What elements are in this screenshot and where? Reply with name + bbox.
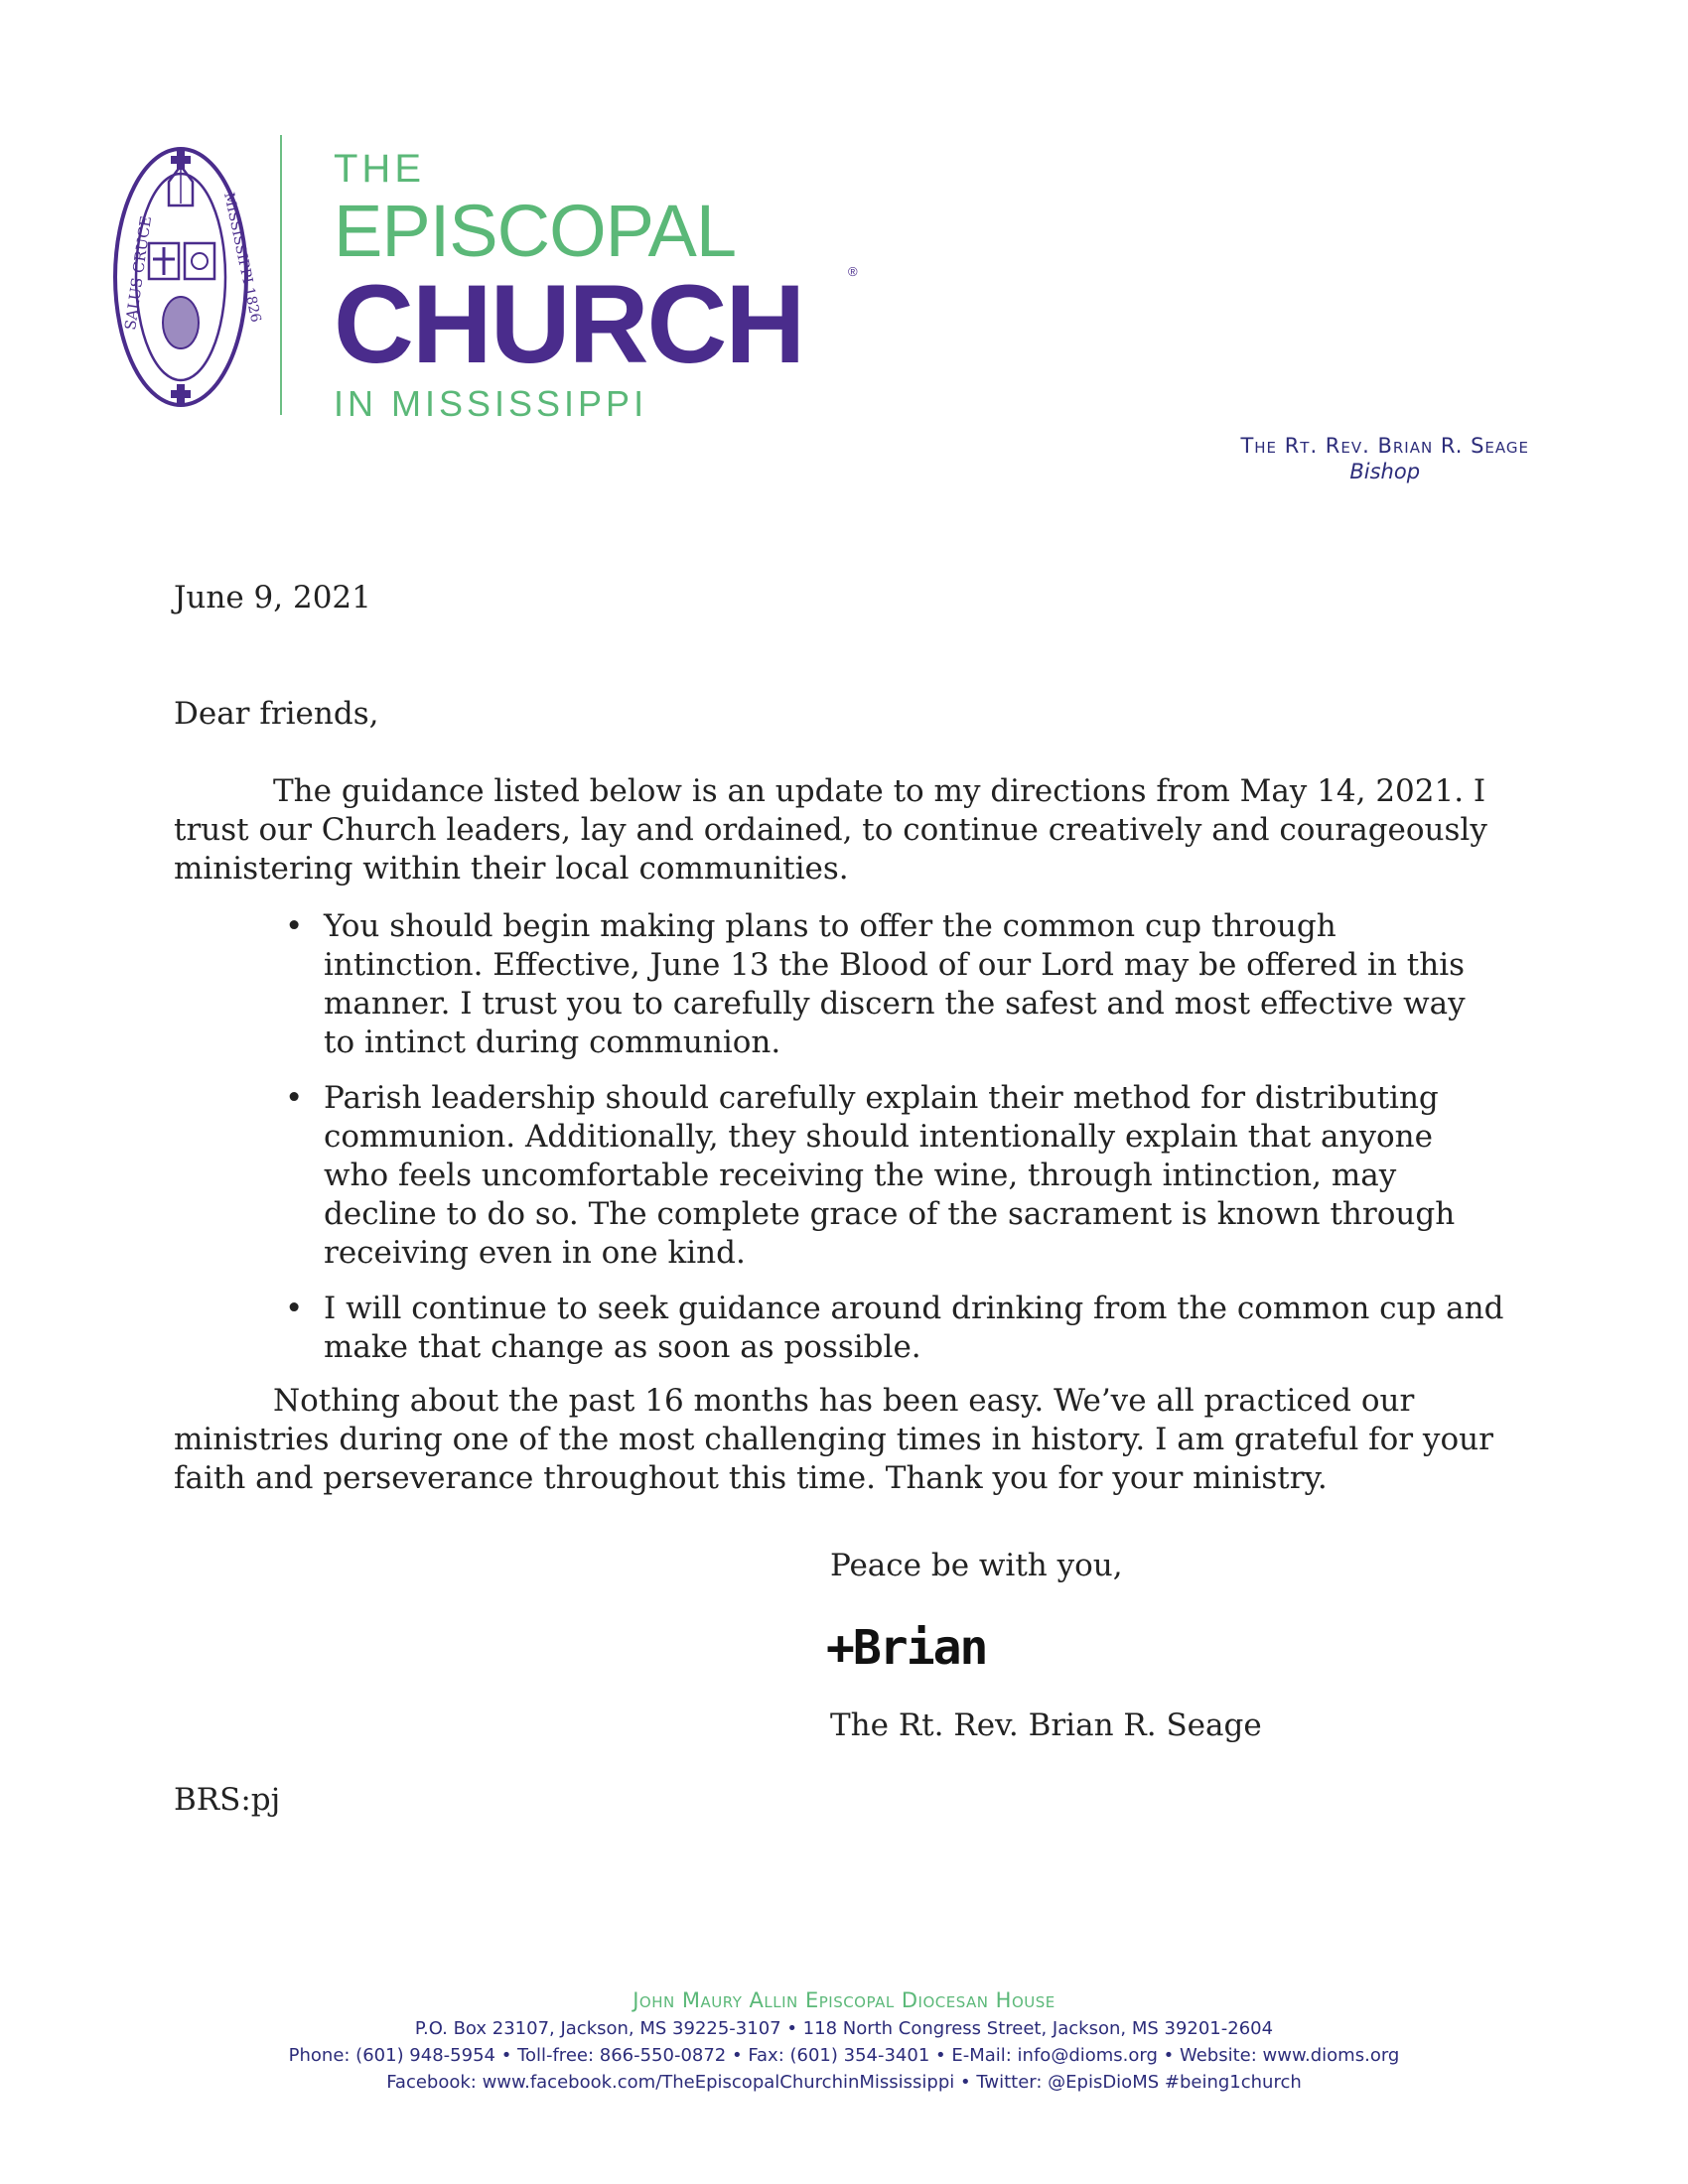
svg-text:SALUS CRUCE: SALUS CRUCE	[121, 214, 156, 332]
letter-paragraph-1: The guidance listed below is an update to my directions from May 14, 2021. I trust our Church leaders, lay and ordained, to continue creatively and courageously ministering within their local communities.	[174, 773, 1487, 887]
svg-text:MISSISSIPPI 1826: MISSISSIPPI 1826	[220, 191, 264, 325]
logo-episcopal: EPISCOPAL	[334, 190, 737, 272]
letter-date: June 9, 2021	[174, 580, 371, 615]
bishop-name: The Rt. Rev. Brian R. Seage	[1240, 434, 1529, 458]
guidance-list	[174, 907, 1504, 1384]
footer-social: Facebook: www.facebook.com/TheEpiscopalChurchinMississippi • Twitter: @EpisDioMS #being1church	[386, 2072, 1302, 2093]
bishop-block	[1240, 434, 1529, 483]
logo-in-mississippi: IN MISSISSIPPI	[334, 383, 648, 424]
registered-mark: ®	[848, 264, 858, 279]
signer-name: The Rt. Rev. Brian R. Seage	[830, 1707, 1262, 1743]
footer-address: P.O. Box 23107, Jackson, MS 39225-3107 • 118 North Congress Street, Jackson, MS 39201-2604	[414, 2018, 1274, 2039]
footer-house-name: John Maury Allin Episcopal Diocesan House	[633, 1988, 1055, 2012]
diocesan-seal-icon	[111, 144, 264, 410]
signature: +Brian	[826, 1620, 987, 1676]
bishop-title: Bishop	[1349, 460, 1421, 483]
footer-contact: Phone: (601) 948-5954 • Toll-free: 866-550-0872 • Fax: (601) 354-3401 • E-Mail: info@dioms.org • Website: www.dioms.org	[288, 2045, 1400, 2066]
letterhead-footer	[0, 1985, 1688, 2096]
logo-divider	[280, 135, 282, 415]
letter-closing: Peace be with you,	[830, 1548, 1123, 1583]
letter-greeting: Dear friends,	[174, 696, 379, 732]
list-item: • You should begin making plans to offer the common cup through intinction. Effective, June 13 the Blood of our Lord may be offered in this manner. I trust you to carefully discern the safest and most effective way to intinct during communion.	[174, 907, 1504, 1062]
list-item: • I will continue to seek guidance around drinking from the common cup and make that change as soon as possible.	[174, 1290, 1504, 1367]
logo-the: THE	[334, 147, 425, 191]
church-logo	[334, 147, 858, 425]
letter-paragraph-2: Nothing about the past 16 months has been easy. We’ve all practiced our ministries during one of the most challenging times in history. I am grateful for your faith and perseverance throughout this time. Thank you for your ministry.	[174, 1383, 1493, 1496]
list-item: • Parish leadership should carefully explain their method for distributing communion. Additionally, they should intentionally explain that anyone who feels uncomfortable receiving the wine, through intinction, may decline to do so. The complete grace of the sacrament is known through receiving even in one kind.	[174, 1079, 1504, 1273]
reference-initials: BRS:pj	[174, 1782, 281, 1818]
logo-church: CHURCH	[334, 262, 804, 386]
